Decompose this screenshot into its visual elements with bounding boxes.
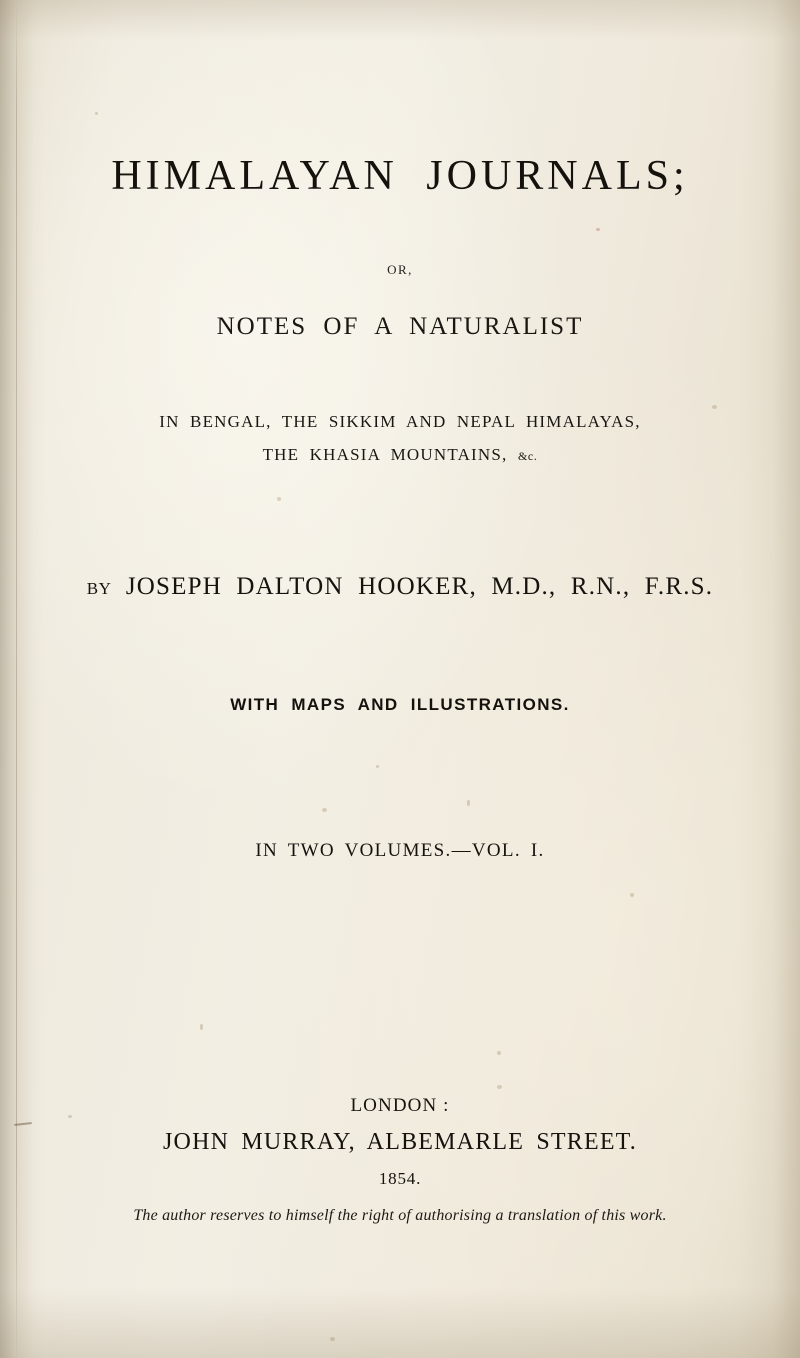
author-line <box>0 573 800 601</box>
imprint-year: 1854. <box>378 1169 422 1188</box>
paper-speck <box>322 808 327 812</box>
author-name: JOSEPH DALTON HOOKER, M.D., R.N., F.R.S. <box>125 573 714 600</box>
paper-speck <box>200 1024 203 1030</box>
with-maps-and-illustrations: WITH MAPS AND ILLUSTRATIONS. <box>230 695 570 714</box>
region-line-1: IN BENGAL, THE SIKKIM AND NEPAL HIMALAYAS, <box>159 412 641 431</box>
paper-speck <box>630 893 634 897</box>
title-or-label: OR, <box>387 262 413 277</box>
imprint-city: LONDON : <box>350 1095 450 1116</box>
rights-note: The author reserves to himself the right of authorising a translation of this work. <box>133 1207 667 1224</box>
page-top-shading <box>0 0 800 40</box>
paper-speck <box>277 497 281 501</box>
region-line-2 <box>0 445 800 465</box>
paper-speck <box>330 1337 335 1341</box>
book-title: HIMALAYAN JOURNALS; <box>111 153 689 199</box>
paper-speck <box>712 405 717 409</box>
volume-statement: IN TWO VOLUMES.—VOL. I. <box>255 840 545 861</box>
paper-speck <box>376 765 379 768</box>
region-line-2-etc: &c. <box>517 449 538 463</box>
paper-speck <box>497 1051 501 1055</box>
imprint-publisher: JOHN MURRAY, ALBEMARLE STREET. <box>163 1129 637 1155</box>
region-line-2-main: THE KHASIA MOUNTAINS, <box>262 445 518 464</box>
paper-speck <box>497 1085 502 1089</box>
paper-speck <box>467 800 470 806</box>
paper-speck <box>95 112 98 115</box>
page-bottom-shading <box>0 1288 800 1358</box>
pencil-mark <box>14 1122 32 1126</box>
book-subtitle: NOTES OF A NATURALIST <box>216 313 584 340</box>
paper-speck <box>596 228 600 231</box>
author-by-label: BY <box>86 579 112 598</box>
